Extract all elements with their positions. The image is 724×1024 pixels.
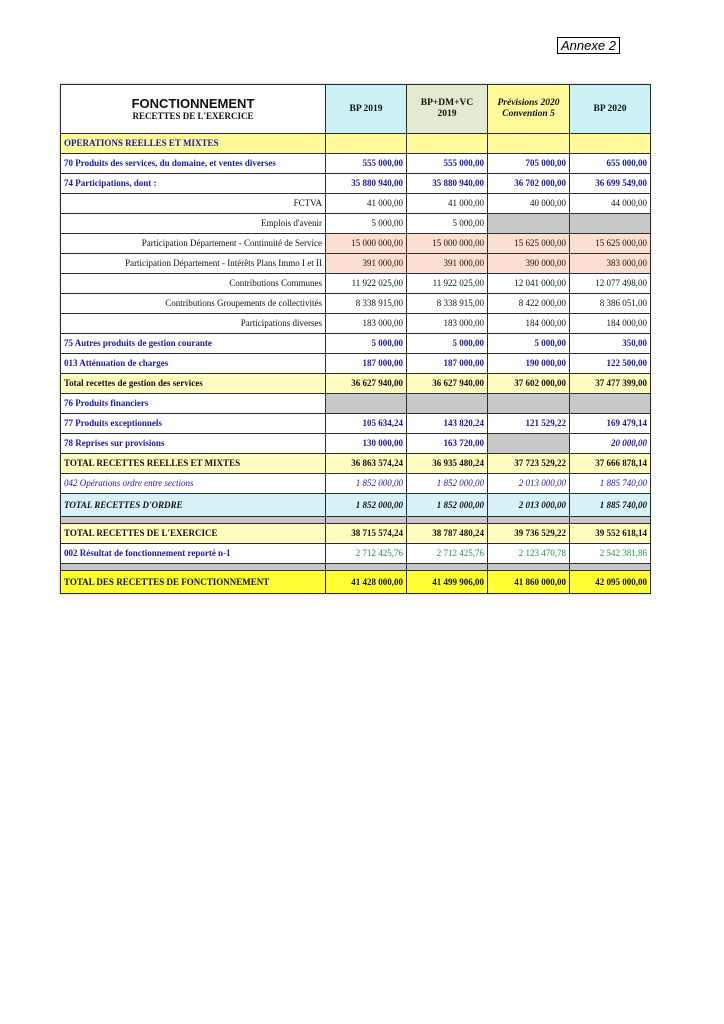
row-75 <box>61 334 651 354</box>
cell-prev2020: 39 736 529,22 <box>488 524 570 544</box>
row-label: Participations diverses <box>61 314 326 334</box>
section-ops-reelles <box>61 134 651 154</box>
header-title-cell <box>61 85 326 134</box>
cell-bp2020: 39 552 618,14 <box>570 524 651 544</box>
row-part-diverses <box>61 314 651 334</box>
cell-bp2019: 183 000,00 <box>326 314 407 334</box>
cell-prev2020-empty <box>488 214 570 234</box>
cell-prev2020: 37 602 000,00 <box>488 374 570 394</box>
row-label: TOTAL RECETTES REELLES ET MIXTES <box>61 454 326 474</box>
cell-bp2019: 41 428 000,00 <box>326 571 407 594</box>
cell-prev2020: 2 013 000,00 <box>488 474 570 494</box>
header-previsions-line2: Convention 5 <box>502 109 555 119</box>
cell-bp2019: 391 000,00 <box>326 254 407 274</box>
row-total-exercice <box>61 524 651 544</box>
row-013 <box>61 354 651 374</box>
row-total-ordre <box>61 494 651 517</box>
cell-bp2020: 15 625 000,00 <box>570 234 651 254</box>
row-label: FCTVA <box>61 194 326 214</box>
cell-bpdmvc2019: 1 852 000,00 <box>407 474 488 494</box>
row-emplois-avenir <box>61 214 651 234</box>
row-fctva <box>61 194 651 214</box>
row-total-gestion-services <box>61 374 651 394</box>
cell-bp2019: 105 634,24 <box>326 414 407 434</box>
row-label: 77 Produits exceptionnels <box>61 414 326 434</box>
cell-bpdmvc2019: 11 922 025,00 <box>407 274 488 294</box>
cell-bp2020: 8 386 051,00 <box>570 294 651 314</box>
cell-bpdmvc2019: 143 820,24 <box>407 414 488 434</box>
cell-prev2020: 390 000,00 <box>488 254 570 274</box>
spacer-row <box>61 564 651 571</box>
cell-bpdmvc2019: 35 880 940,00 <box>407 174 488 194</box>
recettes-table <box>60 84 651 594</box>
row-label: 70 Produits des services, du domaine, et ventes diverses <box>61 154 326 174</box>
row-label: 78 Reprises sur provisions <box>61 434 326 454</box>
row-contrib-communes <box>61 274 651 294</box>
cell-bp2019: 1 852 000,00 <box>326 494 407 517</box>
cell-bp2020: 36 699 549,00 <box>570 174 651 194</box>
row-label: Emplois d'avenir <box>61 214 326 234</box>
row-label: 042 Opérations ordre entre sections <box>61 474 326 494</box>
cell-bp2019: 1 852 000,00 <box>326 474 407 494</box>
cell-bp2020: 1 885 740,00 <box>570 494 651 517</box>
row-label: Participation Département - Continuité de Service <box>61 234 326 254</box>
cell-bp2019: 36 627 940,00 <box>326 374 407 394</box>
row-042 <box>61 474 651 494</box>
cell-prev2020: 705 000,00 <box>488 154 570 174</box>
header-previsions2020 <box>488 85 570 134</box>
cell-bp2020: 184 000,00 <box>570 314 651 334</box>
cell-prev2020: 121 529,22 <box>488 414 570 434</box>
header-bpdmvc-line1: BP+DM+VC <box>420 98 474 108</box>
cell-bpdmvc2019: 8 338 915,00 <box>407 294 488 314</box>
cell-bp2019: 187 000,00 <box>326 354 407 374</box>
cell-prev2020: 12 041 000,00 <box>488 274 570 294</box>
cell-bp2020: 122 500,00 <box>570 354 651 374</box>
cell-bp2020-empty <box>570 394 651 414</box>
cell-prev2020: 8 422 000,00 <box>488 294 570 314</box>
row-label: OPERATIONS REELLES ET MIXTES <box>61 134 326 154</box>
cell-bpdmvc2019: 187 000,00 <box>407 354 488 374</box>
cell-bpdmvc2019: 41 000,00 <box>407 194 488 214</box>
cell-bp2019: 130 000,00 <box>326 434 407 454</box>
cell-prev2020: 37 723 529,22 <box>488 454 570 474</box>
cell-bp2019: 8 338 915,00 <box>326 294 407 314</box>
budget-sheet <box>60 84 650 594</box>
cell-bp2020: 44 000,00 <box>570 194 651 214</box>
row-002 <box>61 544 651 564</box>
row-label: Participation Département - Intérêts Plans Immo I et II <box>61 254 326 274</box>
cell-bp2020: 2 542 381,86 <box>570 544 651 564</box>
cell-bpdmvc2019: 391 000,00 <box>407 254 488 274</box>
cell-prev2020: 40 000,00 <box>488 194 570 214</box>
cell-bpdmvc2019: 15 000 000,00 <box>407 234 488 254</box>
cell-bp2020: 42 095 000,00 <box>570 571 651 594</box>
row-part-dept-interets <box>61 254 651 274</box>
cell-bp2019: 35 880 940,00 <box>326 174 407 194</box>
cell-bpdmvc2019: 555 000,00 <box>407 154 488 174</box>
cell-prev2020: 36 702 000,00 <box>488 174 570 194</box>
row-label: 75 Autres produits de gestion courante <box>61 334 326 354</box>
row-label: TOTAL RECETTES DE L'EXERCICE <box>61 524 326 544</box>
cell-bp2019: 15 000 000,00 <box>326 234 407 254</box>
cell-bpdmvc2019: 36 627 940,00 <box>407 374 488 394</box>
row-76 <box>61 394 651 414</box>
cell-bpdmvc2019: 163 720,00 <box>407 434 488 454</box>
cell-prev2020: 15 625 000,00 <box>488 234 570 254</box>
header-bpdmvc-line2: 2019 <box>437 109 457 119</box>
cell-bp2019: 555 000,00 <box>326 154 407 174</box>
cell-bp2019: 5 000,00 <box>326 214 407 234</box>
row-label: 74 Participations, dont : <box>61 174 326 194</box>
annexe-label: Annexe 2 <box>557 37 620 54</box>
cell-bp2019: 2 712 425,76 <box>326 544 407 564</box>
cell-bp2020: 169 479,14 <box>570 414 651 434</box>
header-bp2020: BP 2020 <box>570 85 651 134</box>
row-label: 013 Atténuation de charges <box>61 354 326 374</box>
header-title: FONCTIONNEMENT <box>131 96 255 111</box>
cell-bp2019: 41 000,00 <box>326 194 407 214</box>
header-bp2019: BP 2019 <box>326 85 407 134</box>
cell-bpdmvc2019-empty <box>407 394 488 414</box>
cell-bp2019: 38 715 574,24 <box>326 524 407 544</box>
cell-bp2020: 37 666 878,14 <box>570 454 651 474</box>
table-header <box>61 85 651 134</box>
cell-prev2020: 2 013 000,00 <box>488 494 570 517</box>
cell-bp2020: 350,00 <box>570 334 651 354</box>
cell-prev2020: 190 000,00 <box>488 354 570 374</box>
spacer-row <box>61 517 651 524</box>
cell-bpdmvc2019: 183 000,00 <box>407 314 488 334</box>
cell-bp2019: 36 863 574,24 <box>326 454 407 474</box>
cell-bp2020: 383 000,00 <box>570 254 651 274</box>
cell-prev2020: 5 000,00 <box>488 334 570 354</box>
row-total-fonctionnement <box>61 571 651 594</box>
row-74 <box>61 174 651 194</box>
cell-bp2020-empty <box>570 214 651 234</box>
row-78 <box>61 434 651 454</box>
cell-prev2020: 184 000,00 <box>488 314 570 334</box>
cell-bp2020: 655 000,00 <box>570 154 651 174</box>
cell-prev2020-empty <box>488 394 570 414</box>
cell-bp2020: 37 477 399,00 <box>570 374 651 394</box>
row-70 <box>61 154 651 174</box>
cell-bp2020: 1 885 740,00 <box>570 474 651 494</box>
cell-bpdmvc2019: 38 787 480,24 <box>407 524 488 544</box>
row-label: TOTAL DES RECETTES DE FONCTIONNEMENT <box>61 571 326 594</box>
cell-bpdmvc2019: 2 712 425,76 <box>407 544 488 564</box>
row-label: Total recettes de gestion des services <box>61 374 326 394</box>
cell-bpdmvc2019: 41 499 906,00 <box>407 571 488 594</box>
row-label: TOTAL RECETTES D'ORDRE <box>61 494 326 517</box>
cell-bpdmvc2019: 5 000,00 <box>407 334 488 354</box>
row-total-reelles-mixtes <box>61 454 651 474</box>
row-label: Contributions Communes <box>61 274 326 294</box>
cell-bp2020: 20 000,00 <box>570 434 651 454</box>
row-label: 76 Produits financiers <box>61 394 326 414</box>
cell-prev2020: 2 123 470,78 <box>488 544 570 564</box>
row-77 <box>61 414 651 434</box>
cell-bpdmvc2019: 36 935 480,24 <box>407 454 488 474</box>
header-previsions-line1: Prévisions 2020 <box>497 98 560 108</box>
cell-bpdmvc2019: 5 000,00 <box>407 214 488 234</box>
cell-bpdmvc2019: 1 852 000,00 <box>407 494 488 517</box>
cell-bp2020: 12 077 498,00 <box>570 274 651 294</box>
cell-bp2019: 11 922 025,00 <box>326 274 407 294</box>
row-contrib-groupements <box>61 294 651 314</box>
cell-bp2019-empty <box>326 394 407 414</box>
row-label: Contributions Groupements de collectivités <box>61 294 326 314</box>
header-subtitle: RECETTES DE L'EXERCICE <box>132 111 254 121</box>
cell-prev2020: 41 860 000,00 <box>488 571 570 594</box>
header-bpdmvc2019 <box>407 85 488 134</box>
cell-bp2019: 5 000,00 <box>326 334 407 354</box>
row-label: 002 Résultat de fonctionnement reporté n-1 <box>61 544 326 564</box>
row-part-dept-continuite <box>61 234 651 254</box>
cell-prev2020-empty <box>488 434 570 454</box>
